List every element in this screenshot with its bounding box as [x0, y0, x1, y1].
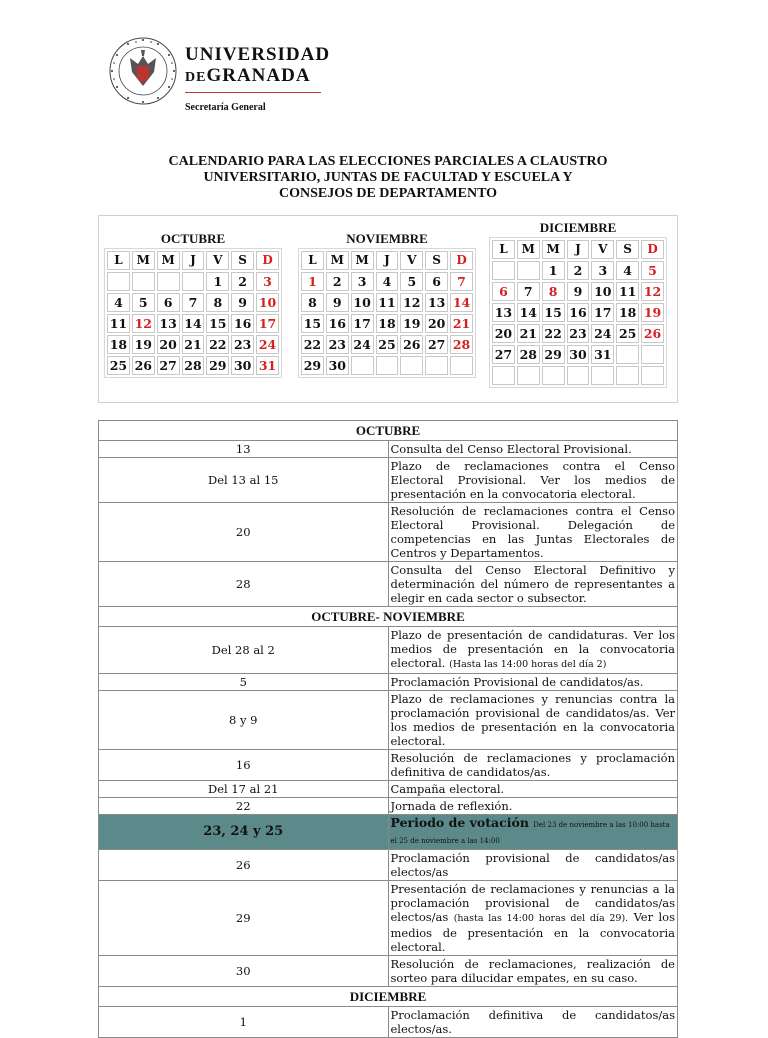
calendar-day: 16: [231, 314, 254, 333]
calendar-day: 23: [231, 335, 254, 354]
calendar-day: 7: [182, 293, 205, 312]
schedule-row: [99, 956, 678, 987]
calendar-day: 5: [641, 261, 664, 280]
university-name-line2: [185, 65, 311, 87]
university-header: [108, 34, 338, 114]
calendar-week-row: [107, 293, 279, 312]
weekday-label: M: [351, 251, 374, 270]
schedule-row: [99, 750, 678, 781]
calendar-empty-cell: [157, 272, 180, 291]
calendar-day: 4: [616, 261, 639, 280]
description-text: Ver los medios de presentación en la convocatoria electoral.: [390, 910, 675, 954]
calendar-day: 26: [641, 324, 664, 343]
calendar-day: 23: [326, 335, 349, 354]
calendar-week-row: [107, 272, 279, 291]
calendar-day: 18: [376, 314, 399, 333]
schedule-row: [99, 1007, 678, 1038]
weekday-label: L: [301, 251, 324, 270]
calendar-day: 9: [326, 293, 349, 312]
schedule-description: [388, 674, 678, 691]
calendar-day: 6: [157, 293, 180, 312]
calendar-empty-cell: [492, 366, 515, 385]
calendar-day: 19: [132, 335, 155, 354]
calendar-day: 10: [351, 293, 374, 312]
calendar-day: 2: [231, 272, 254, 291]
schedule-description: [388, 850, 678, 881]
schedule-date: 5: [99, 674, 389, 691]
calendar-december: [489, 219, 667, 388]
schedule-description: [388, 1007, 678, 1038]
description-note: (hasta las 14:00 horas del día 29).: [453, 913, 629, 924]
schedule-description: [388, 503, 678, 562]
calendar-day: 19: [400, 314, 423, 333]
calendar-month-name: NOVIEMBRE: [346, 231, 428, 246]
weekday-label: D: [256, 251, 279, 270]
schedule-date: 28: [99, 562, 389, 607]
office-name: Secretaría General: [185, 102, 266, 113]
calendar-week-row: [492, 345, 664, 364]
schedule-row: [99, 781, 678, 798]
schedule-date: 30: [99, 956, 389, 987]
schedule-description: [388, 458, 678, 503]
weekday-label: L: [107, 251, 130, 270]
schedule-description: [388, 781, 678, 798]
calendar-day: 1: [206, 272, 229, 291]
calendar-month-name: OCTUBRE: [160, 231, 226, 246]
calendar-weekday-row: [492, 240, 664, 259]
calendar-day: 28: [450, 335, 473, 354]
calendar-day: 24: [256, 335, 279, 354]
calendar-day: 30: [326, 356, 349, 375]
calendar-day: 14: [450, 293, 473, 312]
calendar-day: 20: [492, 324, 515, 343]
calendar-day: 11: [107, 314, 130, 333]
section-header-row: [99, 987, 678, 1007]
schedule-description: [388, 627, 678, 674]
voting-period-row: [99, 815, 678, 850]
weekday-label: V: [206, 251, 229, 270]
calendar-grid: [104, 248, 282, 378]
schedule-date: 29: [99, 881, 389, 956]
calendar-day: 15: [206, 314, 229, 333]
calendar-day: 15: [542, 303, 565, 322]
calendar-empty-cell: [107, 272, 130, 291]
calendar-day: 9: [567, 282, 590, 301]
schedule-date: 20: [99, 503, 389, 562]
calendar-empty-cell: [616, 366, 639, 385]
calendar-empty-cell: [641, 345, 664, 364]
calendar-week-row: [492, 261, 664, 280]
section-label: OCTUBRE- NOVIEMBRE: [99, 607, 678, 627]
calendar-empty-cell: [450, 356, 473, 375]
calendar-day: 25: [107, 356, 130, 375]
calendar-day: 21: [450, 314, 473, 333]
calendar-day: 5: [400, 272, 423, 291]
description-text: Consulta del Censo Electoral Provisional.: [390, 442, 632, 456]
calendar-day: 25: [376, 335, 399, 354]
schedule-date: Del 17 al 21: [99, 781, 389, 798]
calendar-day: 24: [591, 324, 614, 343]
description-text: Resolución de reclamaciones, realización de sorteo para dilucidar empates, en su caso.: [390, 957, 675, 985]
calendar-week-row: [107, 335, 279, 354]
schedule-row: [99, 798, 678, 815]
calendar-week-row: [492, 303, 664, 322]
calendar-day: 17: [591, 303, 614, 322]
calendar-day: 22: [542, 324, 565, 343]
calendar-day: 1: [301, 272, 324, 291]
calendar-day: 30: [567, 345, 590, 364]
calendar-day: 12: [641, 282, 664, 301]
calendar-empty-cell: [132, 272, 155, 291]
schedule-date: 8 y 9: [99, 691, 389, 750]
calendar-empty-cell: [567, 366, 590, 385]
calendar-empty-cell: [517, 261, 540, 280]
calendar-day: 24: [351, 335, 374, 354]
schedule-date: 1: [99, 1007, 389, 1038]
calendar-empty-cell: [425, 356, 448, 375]
calendar-day: 26: [400, 335, 423, 354]
calendar-empty-cell: [591, 366, 614, 385]
title-line3: CONSEJOS DE DEPARTAMENTO: [278, 186, 498, 201]
university-seal-icon: [108, 36, 178, 106]
weekday-label: J: [182, 251, 205, 270]
description-text: Proclamación provisional de candidatos/as electos/as: [390, 851, 675, 879]
weekday-label: M: [542, 240, 565, 259]
calendar-day: 28: [517, 345, 540, 364]
calendar-day: 27: [492, 345, 515, 364]
calendar-week-row: [301, 314, 473, 333]
description-text: Resolución de reclamaciones y proclamación definitiva de candidatos/as.: [390, 751, 675, 779]
schedule-date: 13: [99, 441, 389, 458]
calendar-day: 8: [206, 293, 229, 312]
schedule-row: [99, 458, 678, 503]
calendar-day: 29: [542, 345, 565, 364]
weekday-label: S: [231, 251, 254, 270]
calendar-day: 8: [542, 282, 565, 301]
calendar-month-name: DICIEMBRE: [539, 220, 617, 235]
calendar-day: 7: [450, 272, 473, 291]
calendar-november: [298, 230, 476, 378]
calendar-day: 20: [425, 314, 448, 333]
calendar-week-row: [107, 314, 279, 333]
weekday-label: M: [157, 251, 180, 270]
section-header-row: [99, 607, 678, 627]
header-divider: [185, 92, 321, 93]
weekday-label: M: [326, 251, 349, 270]
schedule-row: [99, 850, 678, 881]
calendar-day: 10: [256, 293, 279, 312]
schedule-date: 22: [99, 798, 389, 815]
weekday-label: M: [132, 251, 155, 270]
page-title: [98, 154, 678, 202]
description-text: Jornada de reflexión.: [390, 799, 513, 813]
calendar-weekday-row: [301, 251, 473, 270]
election-schedule-table: [98, 420, 678, 1038]
calendar-day: 30: [231, 356, 254, 375]
calendar-day: 13: [157, 314, 180, 333]
schedule-description: [388, 881, 678, 956]
description-text: Proclamación definitiva de candidatos/as electos/as.: [390, 1008, 675, 1036]
calendar-day: 6: [492, 282, 515, 301]
schedule-row: [99, 691, 678, 750]
calendar-day: 19: [641, 303, 664, 322]
schedule-description: [388, 441, 678, 458]
schedule-date: Del 28 al 2: [99, 627, 389, 674]
calendar-week-row: [301, 293, 473, 312]
calendar-day: 20: [157, 335, 180, 354]
schedule-row: [99, 503, 678, 562]
calendar-day: 27: [157, 356, 180, 375]
calendar-day: 26: [132, 356, 155, 375]
calendar-day: 18: [107, 335, 130, 354]
calendar-day: 31: [256, 356, 279, 375]
description-text: Campaña electoral.: [390, 782, 505, 796]
calendar-day: 3: [591, 261, 614, 280]
calendar-empty-cell: [182, 272, 205, 291]
calendar-empty-cell: [351, 356, 374, 375]
calendar-week-row: [301, 335, 473, 354]
university-name-main: GRANADA: [206, 65, 311, 86]
calendar-day: 27: [425, 335, 448, 354]
calendar-day: 16: [326, 314, 349, 333]
weekday-label: V: [400, 251, 423, 270]
calendar-empty-cell: [492, 261, 515, 280]
description-text: Plazo de presentación de candidaturas. Ver los medios de presentación en la convocatoria electoral.: [390, 628, 675, 670]
calendar-empty-cell: [616, 345, 639, 364]
weekday-label: L: [492, 240, 515, 259]
calendar-grid: [489, 237, 667, 388]
calendar-day: 1: [542, 261, 565, 280]
calendar-day: 7: [517, 282, 540, 301]
calendar-day: 13: [492, 303, 515, 322]
description-text: Consulta del Censo Electoral Definitivo y determinación del número de representantes a elegir en cada sector o subsector.: [390, 563, 675, 605]
calendar-day: 11: [376, 293, 399, 312]
section-label: OCTUBRE: [99, 421, 678, 441]
calendar-day: 22: [301, 335, 324, 354]
calendar-day: 28: [182, 356, 205, 375]
calendar-day: 29: [206, 356, 229, 375]
calendar-empty-cell: [517, 366, 540, 385]
schedule-description: [388, 956, 678, 987]
weekday-label: S: [425, 251, 448, 270]
calendar-day: 2: [567, 261, 590, 280]
schedule-row: [99, 881, 678, 956]
title-line2: UNIVERSITARIO, JUNTAS DE FACULTAD Y ESCUELA Y: [203, 170, 573, 185]
calendar-week-row: [492, 366, 664, 385]
calendar-day: 10: [591, 282, 614, 301]
weekday-label: J: [567, 240, 590, 259]
calendar-day: 14: [182, 314, 205, 333]
calendar-day: 3: [351, 272, 374, 291]
weekday-label: S: [616, 240, 639, 259]
university-name-prefix: DE: [185, 70, 207, 85]
calendar-empty-cell: [641, 366, 664, 385]
description-text: Presentación de reclamaciones y renuncias a la proclamación provisional de candidatos/as electos/as: [390, 882, 675, 924]
calendar-day: 14: [517, 303, 540, 322]
calendar-day: 4: [376, 272, 399, 291]
schedule-description: [388, 750, 678, 781]
calendar-day: 15: [301, 314, 324, 333]
calendar-empty-cell: [376, 356, 399, 375]
description-text: Periodo de votación: [390, 815, 529, 830]
calendar-day: 21: [517, 324, 540, 343]
section-label: DICIEMBRE: [99, 987, 678, 1007]
weekday-label: D: [450, 251, 473, 270]
calendar-empty-cell: [542, 366, 565, 385]
description-note: Del 23 de noviembre a las 10:00 hasta el 25 de noviembre a las 14:00: [390, 821, 670, 845]
calendar-day: 6: [425, 272, 448, 291]
calendar-day: 22: [206, 335, 229, 354]
weekday-label: V: [591, 240, 614, 259]
schedule-description: [388, 815, 678, 850]
calendar-day: 4: [107, 293, 130, 312]
calendar-day: 8: [301, 293, 324, 312]
calendar-day: 17: [256, 314, 279, 333]
calendar-day: 25: [616, 324, 639, 343]
weekday-label: J: [376, 251, 399, 270]
calendar-empty-cell: [400, 356, 423, 375]
schedule-row: [99, 674, 678, 691]
calendar-day: 2: [326, 272, 349, 291]
calendar-week-row: [492, 324, 664, 343]
calendar-grid: [298, 248, 476, 378]
calendar-day: 12: [132, 314, 155, 333]
calendar-week-row: [492, 282, 664, 301]
calendar-day: 17: [351, 314, 374, 333]
calendar-week-row: [301, 356, 473, 375]
weekday-label: D: [641, 240, 664, 259]
description-text: Proclamación Provisional de candidatos/as.: [390, 675, 644, 689]
description-text: Plazo de reclamaciones y renuncias contra la proclamación provisional de candidatos/as. Ver los medios de presentación en la convocatoria electoral.: [390, 692, 675, 748]
calendar-day: 3: [256, 272, 279, 291]
schedule-row: [99, 441, 678, 458]
calendar-week-row: [107, 356, 279, 375]
calendar-day: 31: [591, 345, 614, 364]
schedule-date: 16: [99, 750, 389, 781]
calendar-day: 5: [132, 293, 155, 312]
calendar-day: 23: [567, 324, 590, 343]
calendar-week-row: [301, 272, 473, 291]
calendar-day: 29: [301, 356, 324, 375]
calendar-day: 21: [182, 335, 205, 354]
description-note: (Hasta las 14:00 horas del día 2): [449, 659, 607, 670]
weekday-label: M: [517, 240, 540, 259]
calendar-day: 18: [616, 303, 639, 322]
calendar-day: 12: [400, 293, 423, 312]
calendar-day: 9: [231, 293, 254, 312]
schedule-row: [99, 562, 678, 607]
schedule-date: 26: [99, 850, 389, 881]
description-text: Plazo de reclamaciones contra el Censo Electoral Provisional. Ver los medios de presentación en la convocatoria electoral.: [390, 459, 675, 501]
schedule-description: [388, 562, 678, 607]
calendar-october: [104, 230, 282, 378]
calendar-weekday-row: [107, 251, 279, 270]
calendar-day: 13: [425, 293, 448, 312]
university-name-line1: UNIVERSIDAD: [185, 44, 331, 65]
schedule-description: [388, 798, 678, 815]
calendar-day: 11: [616, 282, 639, 301]
calendar-panel: [98, 215, 678, 403]
calendar-day: 16: [567, 303, 590, 322]
description-text: Resolución de reclamaciones contra el Censo Electoral Provisional. Delegación de competencias en las Juntas Electorales de Centros y Departamentos.: [390, 504, 675, 560]
schedule-date: 23, 24 y 25: [99, 815, 389, 850]
schedule-date: Del 13 al 15: [99, 458, 389, 503]
section-header-row: [99, 421, 678, 441]
schedule-row: [99, 627, 678, 674]
title-line1: CALENDARIO PARA LAS ELECCIONES PARCIALES A CLAUSTRO: [168, 154, 608, 169]
schedule-description: [388, 691, 678, 750]
